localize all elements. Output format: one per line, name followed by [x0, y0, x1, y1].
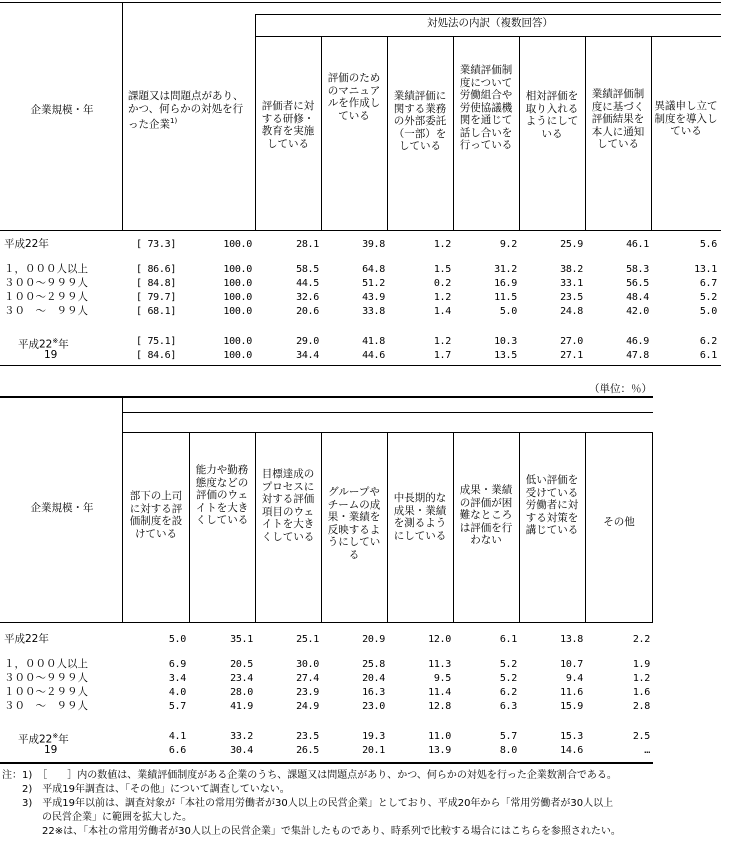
bottom-cell: 13.9: [428, 745, 451, 756]
top-base-value: 100.0: [223, 239, 252, 250]
top-group-header: 対処法の内訳（複数回答）: [427, 17, 553, 29]
top-cell: 31.2: [494, 264, 517, 275]
col-divider: [321, 36, 322, 230]
top-cell: 44.6: [362, 350, 385, 361]
bottom-col-header-3: グループやチームの成果・業績を反映するようにしている: [327, 486, 381, 561]
top-cell: 33.1: [560, 278, 583, 289]
top-row-label: １００～２９９人: [4, 291, 88, 303]
top-bracket-value: [ 68.1]: [136, 306, 177, 317]
col-divider: [387, 432, 388, 622]
top-base-header-sup: 1): [170, 117, 178, 125]
top-cell: 56.5: [626, 278, 649, 289]
top-col-header-3: 業績評価制度について労働組合や労使協議機関を通じて話し合いを行っている: [459, 64, 513, 151]
top-stub-header: 企業規模・年: [30, 104, 94, 116]
bottom-cell: 6.6: [168, 745, 186, 756]
bottom-cell: 19.3: [362, 731, 385, 742]
bottom-cell: 9.5: [433, 673, 451, 684]
bottom-cell: 8.0: [499, 745, 517, 756]
top-bracket-value: [ 73.3]: [136, 239, 177, 250]
top-cell: 5.6: [699, 239, 717, 250]
footnote: 2) 平成19年調査は、「その他」について調査していない。: [2, 784, 290, 795]
footnote: 3) 平成19年以前は、調査対象が「本社の常用労働者が30人以上の民営企業」としており、平成20年から「常用労働者が30人以上: [2, 798, 614, 809]
top-cell: 48.4: [626, 292, 649, 303]
top-cell: 29.0: [296, 336, 319, 347]
bottom-cell: 1.2: [632, 673, 650, 684]
top-cell: 25.9: [560, 239, 583, 250]
top-base-header-text: 課題又は問題点があり、かつ、何らかの対処を行った企業: [128, 90, 244, 131]
bottom-row-label: 19: [44, 744, 58, 756]
bottom-cell: 11.3: [428, 659, 451, 670]
top-cell: 13.5: [494, 350, 517, 361]
top-row-label: 平成22年: [4, 238, 49, 250]
bottom-row-label-suffix: 年: [58, 733, 69, 746]
col-divider: [453, 36, 454, 230]
bottom-cell: 5.0: [168, 634, 186, 645]
bottom-cell: 9.4: [565, 673, 583, 684]
col-divider: [255, 432, 256, 622]
col-divider: [585, 432, 586, 622]
bottom-row-label: ３０ ～ ９９人: [4, 700, 88, 712]
col-divider: [585, 36, 586, 230]
top-col-header-6: 異議申し立て制度を導入している: [654, 100, 718, 137]
bottom-cell: 15.3: [560, 731, 583, 742]
bottom-cell: 41.9: [230, 701, 253, 712]
bottom-cell: 20.1: [362, 745, 385, 756]
top-row-label-sup: ※: [52, 337, 59, 345]
top-cell: 5.0: [499, 306, 517, 317]
top-cell: 44.5: [296, 278, 319, 289]
bottom-cell: 5.7: [168, 701, 186, 712]
top-cell: 38.2: [560, 264, 583, 275]
top-cell: 9.2: [499, 239, 517, 250]
bottom-cell: 23.0: [362, 701, 385, 712]
top-cell: 10.3: [494, 336, 517, 347]
bottom-cell: 26.5: [296, 745, 319, 756]
col-divider: [453, 432, 454, 622]
top-cell: 1.7: [433, 350, 451, 361]
bottom-cell: 5.2: [499, 673, 517, 684]
top-header-bottom-rule: [0, 230, 721, 231]
unit-label: （単位：％）: [589, 383, 652, 395]
bottom-cell: 1.9: [632, 659, 650, 670]
top-base-value: 100.0: [223, 278, 252, 289]
footnote: の民営企業」に範囲を拡大した。: [2, 812, 192, 823]
bottom-row-label: １００～２９９人: [4, 686, 88, 698]
bottom-cell: 6.9: [168, 659, 186, 670]
top-cell: 33.8: [362, 306, 385, 317]
col-divider: [255, 14, 256, 230]
bottom-cell: 6.3: [499, 701, 517, 712]
top-bracket-value: [ 86.6]: [136, 264, 177, 275]
col-divider: [651, 36, 652, 230]
bottom-row-label-text: 平成22: [18, 733, 53, 746]
top-cell: 42.0: [626, 306, 649, 317]
top-base-value: 100.0: [223, 306, 252, 317]
bottom-cell: 12.0: [428, 634, 451, 645]
top-cell: 41.8: [362, 336, 385, 347]
top-cell: 1.2: [433, 239, 451, 250]
top-row-label-suffix: 年: [58, 338, 69, 351]
top-cell: 5.0: [699, 306, 717, 317]
top-cell: 23.5: [560, 292, 583, 303]
bottom-cell: 5.2: [499, 659, 517, 670]
bottom-cell: 2.8: [632, 701, 650, 712]
bottom-header-bottom-rule: [0, 622, 653, 623]
top-cell: 32.6: [296, 292, 319, 303]
bottom-col-header-4: 中長期的な成果・業績を測るようにしている: [393, 492, 447, 542]
bottom-col-header-6: 低い評価を受けている労働者に対する対策を講じている: [525, 474, 579, 536]
top-cell: 6.2: [699, 336, 717, 347]
top-cell: 64.8: [362, 264, 385, 275]
top-cell: 28.1: [296, 239, 319, 250]
top-cell: 39.8: [362, 239, 385, 250]
top-cell: 13.1: [694, 264, 717, 275]
bottom-cell: 5.7: [499, 731, 517, 742]
bottom-cell: 27.4: [296, 673, 319, 684]
bottom-group-rule: [122, 412, 653, 413]
top-col-header-5: 業績評価制度に基づく評価結果を本人に通知している: [591, 88, 645, 150]
bottom-col-header-0: 部下の上司に対する評価制度を設けている: [129, 490, 183, 540]
top-cell: 34.4: [296, 350, 319, 361]
top-table-stub-divider: [122, 2, 123, 230]
top-group-rule: [255, 14, 721, 15]
top-cell: 11.5: [494, 292, 517, 303]
bottom-table-top-rule: [0, 396, 653, 398]
top-bracket-value: [ 75.1]: [136, 336, 177, 347]
top-cell: 1.2: [433, 292, 451, 303]
bottom-cell: 6.2: [499, 687, 517, 698]
bottom-cell: 25.8: [362, 659, 385, 670]
bottom-row-label-sup: ※: [52, 732, 59, 740]
top-cell: 1.2: [433, 336, 451, 347]
top-base-value: 100.0: [223, 292, 252, 303]
top-cell: 47.8: [626, 350, 649, 361]
col-divider: [519, 36, 520, 230]
top-cell: 58.3: [626, 264, 649, 275]
top-col-header-4: 相対評価を取り入れるようにしている: [525, 90, 579, 140]
bottom-cell: 4.1: [168, 731, 186, 742]
bottom-col-header-1: 能力や勤務態度などの評価のウェイトを大きくしている: [195, 464, 249, 526]
top-base-value: 100.0: [223, 336, 252, 347]
footnote: 注：1) ［ ］内の数値は、業績評価制度がある企業のうち、課題又は問題点があり、かつ、何らかの対処を行った企業数割合である。: [2, 770, 617, 781]
top-base-header: [128, 90, 250, 131]
bottom-table-stub-divider: [122, 397, 123, 622]
bottom-row-label: １，０００人以上: [4, 658, 88, 670]
bottom-stub-header: 企業規模・年: [30, 502, 94, 514]
bottom-cell: 20.9: [362, 634, 385, 645]
bottom-row-label: ３００～９９９人: [4, 672, 88, 684]
top-cell: 1.4: [433, 306, 451, 317]
bottom-cell: 6.1: [499, 634, 517, 645]
bottom-col-header-7: その他: [603, 516, 635, 528]
col-divider: [519, 432, 520, 622]
bottom-cell: 12.8: [428, 701, 451, 712]
bottom-cell: 33.2: [230, 731, 253, 742]
bottom-cell: 1.6: [632, 687, 650, 698]
top-row-label: ３０ ～ ９９人: [4, 305, 88, 317]
top-bracket-value: [ 84.6]: [136, 350, 177, 361]
bottom-cell: 3.4: [168, 673, 186, 684]
bottom-cell: 23.4: [230, 673, 253, 684]
bottom-cell: 15.9: [560, 701, 583, 712]
top-row-label: [18, 334, 69, 351]
top-cell: 58.5: [296, 264, 319, 275]
col-divider: [189, 432, 190, 622]
top-cell: 6.7: [699, 278, 717, 289]
top-cell: 16.9: [494, 278, 517, 289]
top-row-label: １，０００人以上: [4, 263, 88, 275]
footnote: 22※は、「本社の常用労働者が30人以上の民営企業」で集計したものであり、時系列で比較する場合にはこちらを参照されたい。: [2, 826, 621, 837]
bottom-cell: 14.6: [560, 745, 583, 756]
bottom-cell: 2.2: [632, 634, 650, 645]
bottom-row-label: [18, 729, 69, 746]
col-divider: [321, 432, 322, 622]
bottom-cell: 28.0: [230, 687, 253, 698]
bottom-cell: 25.1: [296, 634, 319, 645]
top-col-header-0: 評価者に対する研修・教育を実施している: [261, 100, 315, 150]
bottom-cell: 13.8: [560, 634, 583, 645]
top-cell: 6.1: [699, 350, 717, 361]
col-divider: [652, 432, 653, 622]
top-col-header-2: 業績評価に関する業務の外部委託（一部）をしている: [393, 90, 447, 152]
bottom-cell: 23.9: [296, 687, 319, 698]
bottom-cell: 11.0: [428, 731, 451, 742]
bottom-cell: 10.7: [560, 659, 583, 670]
top-cell: 46.9: [626, 336, 649, 347]
top-row-label: 19: [44, 349, 58, 361]
top-cell: 1.5: [433, 264, 451, 275]
bottom-cell: 11.4: [428, 687, 451, 698]
bottom-cell: 16.3: [362, 687, 385, 698]
bottom-cell: 20.5: [230, 659, 253, 670]
bottom-cell: …: [644, 745, 650, 756]
top-cell: 51.2: [362, 278, 385, 289]
top-row-label: ３００～９９９人: [4, 277, 88, 289]
bottom-cell: 20.4: [362, 673, 385, 684]
top-cell: 27.0: [560, 336, 583, 347]
top-bracket-value: [ 84.8]: [136, 278, 177, 289]
bottom-cell: 30.0: [296, 659, 319, 670]
col-divider: [387, 36, 388, 230]
top-row-label-text: 平成22: [18, 338, 53, 351]
top-base-value: 100.0: [223, 350, 252, 361]
bottom-col-header-5: 成果・業績の評価が困難なところは評価を行わない: [459, 484, 513, 546]
bottom-cell: 4.0: [168, 687, 186, 698]
top-col-header-1: 評価のためのマニュアルを作成している: [327, 72, 381, 122]
bottom-cell: 35.1: [230, 634, 253, 645]
bottom-cell: 23.5: [296, 731, 319, 742]
top-cell: 5.2: [699, 292, 717, 303]
top-cell: 46.1: [626, 239, 649, 250]
top-cell: 20.6: [296, 306, 319, 317]
top-table-top-rule: [0, 2, 721, 3]
bottom-cell: 30.4: [230, 745, 253, 756]
bottom-col-header-2: 目標達成のプロセスに対する評価項目のウェイトを大きくしている: [261, 468, 315, 543]
top-cell: 24.8: [560, 306, 583, 317]
bottom-cell: 11.6: [560, 687, 583, 698]
bottom-table-bottom-rule: [0, 762, 653, 764]
bottom-cell: 2.5: [632, 731, 650, 742]
bottom-cell: 24.9: [296, 701, 319, 712]
top-cell: 43.9: [362, 292, 385, 303]
top-cell: 27.1: [560, 350, 583, 361]
top-bracket-value: [ 79.7]: [136, 292, 177, 303]
top-base-value: 100.0: [223, 264, 252, 275]
top-cell: 0.2: [433, 278, 451, 289]
bottom-row-label: 平成22年: [4, 633, 49, 645]
top-table-bottom-rule: [0, 365, 721, 366]
